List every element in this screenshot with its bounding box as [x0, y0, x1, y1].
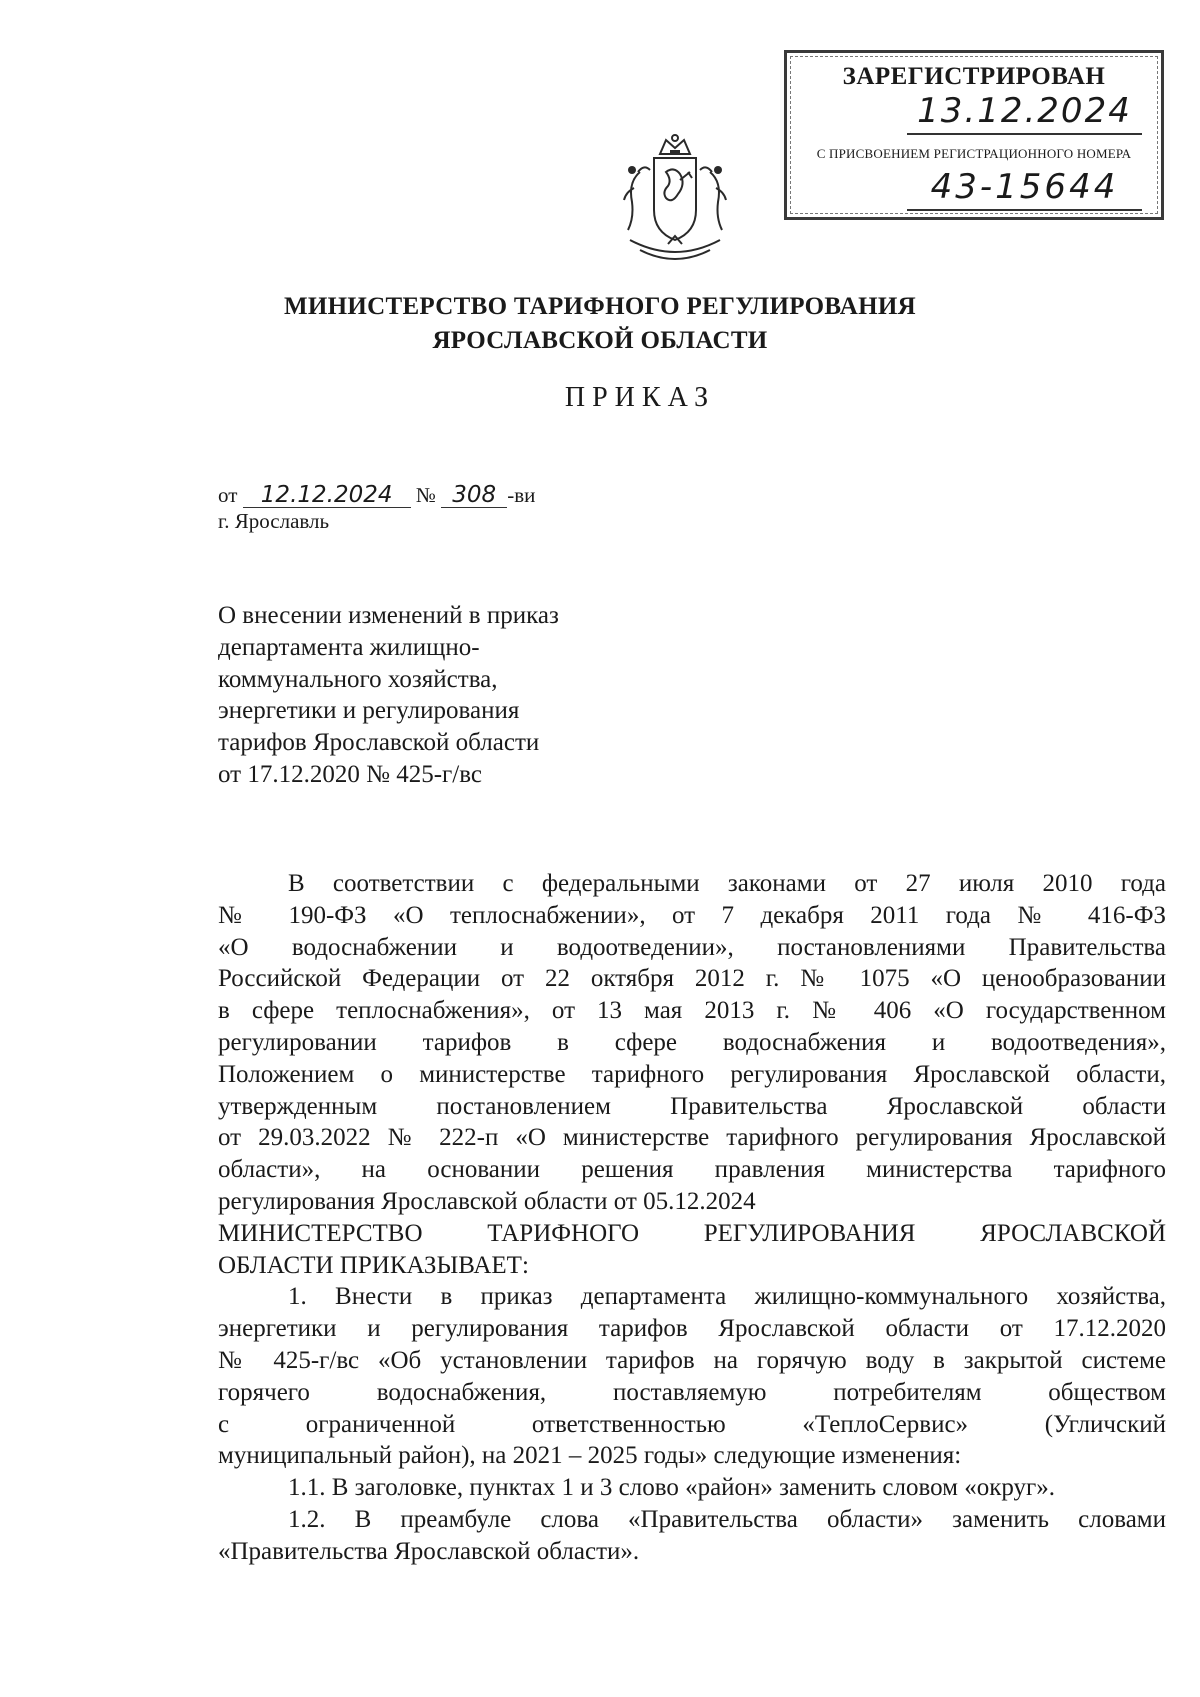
subject-line: О внесении изменений в приказ — [218, 602, 559, 629]
body-line: утвержденным постановлением Правительства Ярославской области — [218, 1092, 1166, 1120]
organization-name-line-2: ЯРОСЛАВСКОЙ ОБЛАСТИ — [432, 327, 768, 354]
subject-line: департамента жилищно- — [218, 633, 480, 661]
order-number-suffix: -ви — [507, 483, 536, 507]
order-date: 12.12.2024 — [243, 483, 411, 508]
body-line: от 29.03.2022 № 222-п «О министерстве тарифного регулирования Ярославской — [218, 1124, 1166, 1152]
organization-heading — [0, 290, 1200, 358]
coat-of-arms-icon — [610, 132, 740, 272]
body-line: «О водоснабжении и водоотведении», постановлениями Правительства — [218, 933, 1166, 961]
body-line: регулирования Ярославской области от 05.12.2024 — [218, 1187, 756, 1215]
order-subject — [218, 600, 559, 791]
body-line: № 190-ФЗ «О теплоснабжении», от 7 декабря 2011 года № 416-ФЗ — [218, 901, 1166, 929]
body-line: муниципальный район), на 2021 – 2025 годы» следующие изменения: — [218, 1442, 962, 1470]
body-line: Российской Федерации от 22 октября 2012 г. № 1075 «О ценообразовании — [218, 965, 1166, 993]
body-line: области», на основании решения правления министерства тарифного — [218, 1156, 1166, 1184]
stamp-subtitle: С ПРИСВОЕНИЕМ РЕГИСТРАЦИОННОГО НОМЕРА — [816, 146, 1132, 161]
body-line: № 425-г/вс «Об установлении тарифов на горячую воду в закрытой системе — [218, 1346, 1166, 1374]
organization-name-line-1: МИНИСТЕРСТВО ТАРИФНОГО РЕГУЛИРОВАНИЯ — [283, 293, 916, 320]
body-line: МИНИСТЕРСТВО ТАРИФНОГО РЕГУЛИРОВАНИЯ ЯРОСЛАВСКОЙ — [218, 1219, 1166, 1247]
body-line: с ограниченной ответственностью «ТеплоСервис» (Угличский — [218, 1410, 1166, 1438]
body-line: энергетики и регулирования тарифов Ярославской области от 17.12.2020 — [218, 1315, 1166, 1343]
body-line: Положением о министерстве тарифного регулирования Ярославской области, — [218, 1060, 1166, 1088]
registration-stamp — [784, 50, 1164, 220]
body-line: регулировании тарифов в сфере водоснабжения и водоотведения», — [218, 1028, 1166, 1056]
document-type: ПРИКАЗ — [564, 382, 716, 413]
order-number: 308 — [441, 483, 507, 508]
subject-line: тарифов Ярославской области — [218, 729, 540, 757]
subject-line: от 17.12.2020 № 425-г/вс — [218, 760, 482, 788]
order-number-sign: № — [415, 483, 436, 507]
order-body — [218, 868, 1166, 1568]
body-line: «Правительства Ярославской области». — [218, 1537, 640, 1565]
body-line: в сфере теплоснабжения», от 13 мая 2013 г. № 406 «О государственном — [218, 997, 1166, 1025]
body-line: ОБЛАСТИ ПРИКАЗЫВАЕТ: — [218, 1251, 529, 1279]
order-date-prefix: от — [218, 483, 238, 507]
body-line: 1.1. В заголовке, пунктах 1 и 3 слово «район» заменить словом «округ». — [288, 1474, 1056, 1502]
subject-line: энергетики и регулирования — [218, 697, 520, 725]
stamp-title: ЗАРЕГИСТРИРОВАН — [842, 63, 1106, 90]
body-line: 1. Внести в приказ департамента жилищно-коммунального хозяйства, — [288, 1283, 1166, 1311]
order-city: г. Ярославль — [218, 509, 330, 533]
stamp-registration-date: 13.12.2024 — [907, 89, 1142, 135]
body-line: 1.2. В преамбуле слова «Правительства области» заменить словами — [288, 1505, 1166, 1533]
body-line: горячего водоснабжения, поставляемую потребителям обществом — [218, 1378, 1166, 1406]
body-line: В соответствии с федеральными законами от 27 июля 2010 года — [288, 870, 1166, 897]
subject-line: коммунального хозяйства, — [218, 665, 498, 693]
order-date-number-line — [218, 482, 535, 508]
stamp-registration-number: 43-15644 — [907, 165, 1142, 211]
